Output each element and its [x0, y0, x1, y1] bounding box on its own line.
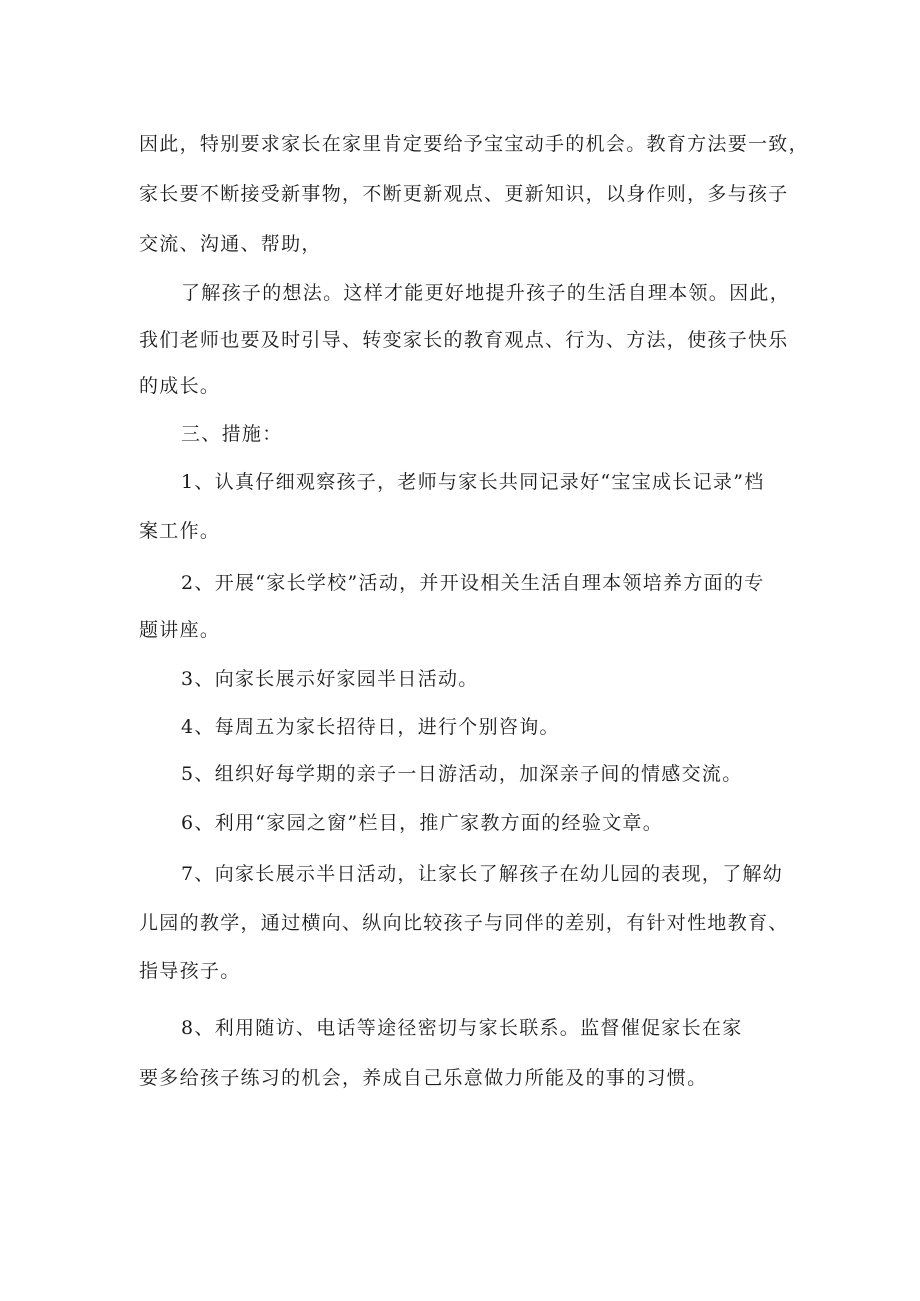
list-item-6: 6、利用“家园之窗”栏目，推广家教方面的经验文章。 [181, 812, 664, 834]
list-item-1: 1、认真仔细观察孩子，老师与家长共同记录好“宝宝成长记录”档 [181, 471, 765, 493]
text-line-5: 我们老师也要及时引导、转变家长的教育观点、行为、方法，使孩子快乐 [139, 329, 789, 351]
text-line-2: 家长要不断接受新事物，不断更新观点、更新知识，以身作则，多与孩子 [139, 183, 789, 205]
text-line-6: 的成长。 [139, 375, 221, 397]
list-item-7-cont-2: 指导孩子。 [139, 960, 241, 982]
list-item-8-cont: 要多给孩子练习的机会，养成自己乐意做力所能及的事的习惯。 [139, 1067, 708, 1089]
list-item-5: 5、组织好每学期的亲子一日游活动，加深亲子间的情感交流。 [181, 763, 743, 785]
list-item-7: 7、向家长展示半日活动，让家长了解孩子在幼儿园的表现，了解幼 [181, 863, 784, 885]
list-item-4: 4、每周五为家长招待日，进行个别咨询。 [181, 716, 560, 738]
text-line-1: 因此，特别要求家长在家里肯定要给予宝宝动手的机会。教育方法要一致， [139, 133, 809, 155]
list-item-2: 2、开展“家长学校”活动，并开设相关生活自理本领培养方面的专 [181, 572, 765, 594]
list-item-3: 3、向家长展示好家园半日活动。 [181, 668, 479, 690]
list-item-1-cont: 案工作。 [139, 520, 221, 542]
list-item-8: 8、利用随访、电话等途径密切与家长联系。监督催促家长在家 [181, 1017, 743, 1039]
list-item-2-cont: 题讲座。 [139, 619, 221, 641]
section-heading-measures: 三、措施： [181, 423, 283, 445]
list-item-7-cont-1: 儿园的教学，通过横向、纵向比较孩子与同伴的差别，有针对性地教育、 [139, 912, 789, 934]
text-line-3: 交流、沟通、帮助， [139, 233, 322, 255]
text-line-4: 了解孩子的想法。这样才能更好地提升孩子的生活自理本领。因此， [181, 282, 791, 304]
